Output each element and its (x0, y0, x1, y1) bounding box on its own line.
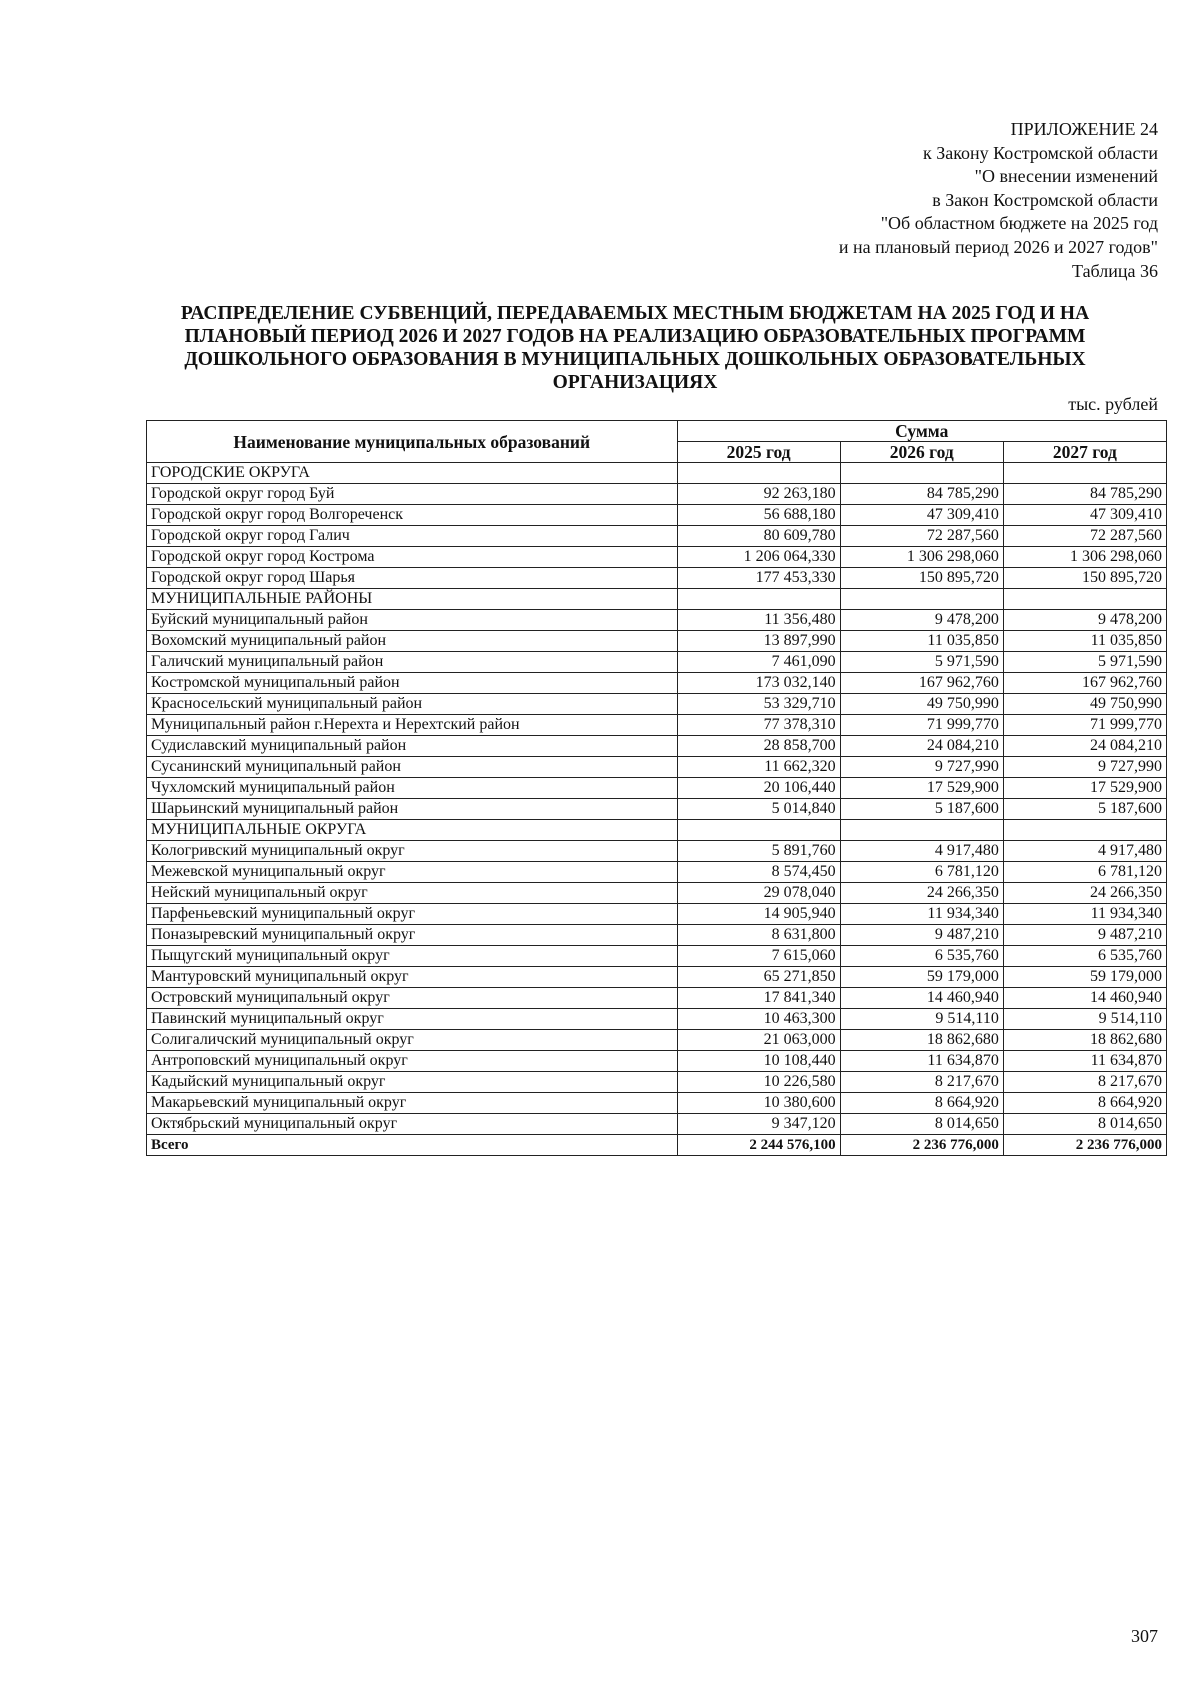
page-number: 307 (1131, 1626, 1158, 1646)
table-row (147, 799, 1167, 820)
table-row (147, 631, 1167, 652)
table-row (147, 904, 1167, 925)
amount-2025: 29 078,040 (677, 883, 840, 904)
amount-2025: 28 858,700 (677, 736, 840, 757)
amount-2025: 10 380,600 (677, 1093, 840, 1114)
amount-2026: 47 309,410 (840, 505, 1003, 526)
table-row (147, 736, 1167, 757)
section-row (147, 589, 1167, 610)
empty-cell (840, 463, 1003, 484)
table-row (147, 610, 1167, 631)
units-label: тыс. рублей (1068, 394, 1158, 414)
amount-2027: 11 934,340 (1003, 904, 1166, 925)
municipality-name: Октябрьский муниципальный округ (147, 1114, 678, 1135)
amount-2027: 2 236 776,000 (1003, 1135, 1166, 1156)
amount-2025: 53 329,710 (677, 694, 840, 715)
column-header-name: Наименование муниципальных образований (147, 421, 678, 463)
amount-2025: 10 463,300 (677, 1009, 840, 1030)
amount-2025: 7 615,060 (677, 946, 840, 967)
amount-2026: 24 266,350 (840, 883, 1003, 904)
table-row (147, 862, 1167, 883)
amount-2025: 80 609,780 (677, 526, 840, 547)
total-row (147, 1135, 1167, 1156)
amount-2026: 1 306 298,060 (840, 547, 1003, 568)
amount-2027: 47 309,410 (1003, 505, 1166, 526)
amount-2027: 9 727,990 (1003, 757, 1166, 778)
municipality-name: Пыщугский муниципальный округ (147, 946, 678, 967)
amount-2025: 9 347,120 (677, 1114, 840, 1135)
total-label: Всего (147, 1135, 678, 1156)
amount-2026: 49 750,990 (840, 694, 1003, 715)
amount-2025: 77 378,310 (677, 715, 840, 736)
municipality-name: Межевской муниципальный округ (147, 862, 678, 883)
section-row (147, 463, 1167, 484)
municipality-name: Галичский муниципальный район (147, 652, 678, 673)
amount-2025: 65 271,850 (677, 967, 840, 988)
amount-2026: 71 999,770 (840, 715, 1003, 736)
amount-2026: 18 862,680 (840, 1030, 1003, 1051)
amount-2026: 9 727,990 (840, 757, 1003, 778)
table-row (147, 757, 1167, 778)
amount-2026: 9 487,210 (840, 925, 1003, 946)
title-line: РАСПРЕДЕЛЕНИЕ СУБВЕНЦИЙ, ПЕРЕДАВАЕМЫХ МЕСТНЫМ БЮДЖЕТАМ НА 2025 ГОД И НА (180, 303, 1090, 324)
table-row (147, 652, 1167, 673)
municipality-name: Поназыревский муниципальный округ (147, 925, 678, 946)
amount-2025: 177 453,330 (677, 568, 840, 589)
amount-2027: 24 266,350 (1003, 883, 1166, 904)
empty-cell (840, 820, 1003, 841)
municipality-name: Городской округ город Шарья (147, 568, 678, 589)
municipality-name: Шарьинский муниципальный район (147, 799, 678, 820)
title-line: ОРГАНИЗАЦИЯХ (552, 372, 718, 393)
empty-cell (1003, 820, 1166, 841)
municipality-name: Сусанинский муниципальный район (147, 757, 678, 778)
municipality-name: Кадыйский муниципальный округ (147, 1072, 678, 1093)
amount-2027: 8 217,670 (1003, 1072, 1166, 1093)
table-row (147, 1051, 1167, 1072)
amount-2026: 9 514,110 (840, 1009, 1003, 1030)
table-row (147, 946, 1167, 967)
amount-2027: 49 750,990 (1003, 694, 1166, 715)
amount-2025: 17 841,340 (677, 988, 840, 1009)
amount-2025: 7 461,090 (677, 652, 840, 673)
amount-2027: 18 862,680 (1003, 1030, 1166, 1051)
municipality-name: Судиславский муниципальный район (147, 736, 678, 757)
amount-2025: 10 226,580 (677, 1072, 840, 1093)
amount-2027: 11 035,850 (1003, 631, 1166, 652)
table-row (147, 1072, 1167, 1093)
table-row (147, 673, 1167, 694)
section-row (147, 820, 1167, 841)
amount-2026: 17 529,900 (840, 778, 1003, 799)
empty-cell (1003, 463, 1166, 484)
municipality-name: Мантуровский муниципальный округ (147, 967, 678, 988)
municipality-name: Кологривский муниципальный округ (147, 841, 678, 862)
table-row (147, 1030, 1167, 1051)
appendix-line: к Закону Костромской области (922, 142, 1158, 163)
title-line: ДОШКОЛЬНОГО ОБРАЗОВАНИЯ В МУНИЦИПАЛЬНЫХ ДОШКОЛЬНЫХ ОБРАЗОВАТЕЛЬНЫХ (184, 349, 1086, 370)
document-title (150, 302, 1120, 394)
table-row (147, 1114, 1167, 1135)
section-label: МУНИЦИПАЛЬНЫЕ РАЙОНЫ (147, 589, 678, 610)
municipality-name: Антроповский муниципальный округ (147, 1051, 678, 1072)
column-header-2025: 2025 год (677, 442, 840, 463)
table-row (147, 568, 1167, 589)
amount-2027: 59 179,000 (1003, 967, 1166, 988)
empty-cell (677, 820, 840, 841)
amount-2025: 56 688,180 (677, 505, 840, 526)
table-number: Таблица 36 (1072, 260, 1158, 281)
amount-2025: 10 108,440 (677, 1051, 840, 1072)
appendix-line: "О внесении изменений (974, 166, 1158, 187)
empty-cell (677, 463, 840, 484)
appendix-header (839, 118, 1158, 283)
table-row (147, 526, 1167, 547)
amount-2027: 5 971,590 (1003, 652, 1166, 673)
subvention-table (146, 420, 1167, 1156)
municipality-name: Макарьевский муниципальный округ (147, 1093, 678, 1114)
municipality-name: Городской округ город Буй (147, 484, 678, 505)
amount-2026: 5 187,600 (840, 799, 1003, 820)
municipality-name: Островский муниципальный округ (147, 988, 678, 1009)
appendix-line: и на плановый период 2026 и 2027 годов" (838, 236, 1158, 257)
amount-2026: 8 217,670 (840, 1072, 1003, 1093)
amount-2026: 24 084,210 (840, 736, 1003, 757)
municipality-name: Парфеньевский муниципальный округ (147, 904, 678, 925)
table-row (147, 925, 1167, 946)
table-row (147, 967, 1167, 988)
amount-2025: 5 891,760 (677, 841, 840, 862)
municipality-name: Вохомский муниципальный район (147, 631, 678, 652)
amount-2027: 8 014,650 (1003, 1114, 1166, 1135)
amount-2027: 5 187,600 (1003, 799, 1166, 820)
municipality-name: Солигаличский муниципальный округ (147, 1030, 678, 1051)
amount-2027: 72 287,560 (1003, 526, 1166, 547)
amount-2026: 6 781,120 (840, 862, 1003, 883)
amount-2025: 14 905,940 (677, 904, 840, 925)
section-label: ГОРОДСКИЕ ОКРУГА (147, 463, 678, 484)
appendix-line: ПРИЛОЖЕНИЕ 24 (1010, 119, 1158, 139)
appendix-line: в Закон Костромской области (932, 189, 1158, 210)
empty-cell (1003, 589, 1166, 610)
amount-2026: 150 895,720 (840, 568, 1003, 589)
amount-2026: 11 934,340 (840, 904, 1003, 925)
amount-2025: 8 574,450 (677, 862, 840, 883)
column-header-2026: 2026 год (840, 442, 1003, 463)
amount-2026: 6 535,760 (840, 946, 1003, 967)
amount-2027: 6 535,760 (1003, 946, 1166, 967)
table-row (147, 1009, 1167, 1030)
municipality-name: Павинский муниципальный округ (147, 1009, 678, 1030)
amount-2027: 4 917,480 (1003, 841, 1166, 862)
amount-2025: 20 106,440 (677, 778, 840, 799)
amount-2027: 9 487,210 (1003, 925, 1166, 946)
amount-2025: 173 032,140 (677, 673, 840, 694)
amount-2026: 59 179,000 (840, 967, 1003, 988)
amount-2026: 5 971,590 (840, 652, 1003, 673)
amount-2027: 24 084,210 (1003, 736, 1166, 757)
municipality-name: Городской округ город Волгореченск (147, 505, 678, 526)
amount-2027: 14 460,940 (1003, 988, 1166, 1009)
amount-2026: 84 785,290 (840, 484, 1003, 505)
table-row (147, 547, 1167, 568)
section-label: МУНИЦИПАЛЬНЫЕ ОКРУГА (147, 820, 678, 841)
column-header-2027: 2027 год (1003, 442, 1166, 463)
empty-cell (677, 589, 840, 610)
amount-2027: 17 529,900 (1003, 778, 1166, 799)
table-body (147, 463, 1167, 1156)
amount-2026: 167 962,760 (840, 673, 1003, 694)
amount-2025: 11 662,320 (677, 757, 840, 778)
appendix-line: "Об областном бюджете на 2025 год (880, 213, 1158, 234)
table-row (147, 841, 1167, 862)
column-header-sum: Сумма (677, 421, 1166, 442)
amount-2027: 11 634,870 (1003, 1051, 1166, 1072)
amount-2025: 2 244 576,100 (677, 1135, 840, 1156)
amount-2025: 13 897,990 (677, 631, 840, 652)
municipality-name: Буйский муниципальный район (147, 610, 678, 631)
amount-2025: 1 206 064,330 (677, 547, 840, 568)
table-row (147, 778, 1167, 799)
amount-2027: 84 785,290 (1003, 484, 1166, 505)
table-row (147, 694, 1167, 715)
municipality-name: Городской округ город Кострома (147, 547, 678, 568)
amount-2026: 4 917,480 (840, 841, 1003, 862)
amount-2025: 5 014,840 (677, 799, 840, 820)
amount-2027: 6 781,120 (1003, 862, 1166, 883)
municipality-name: Муниципальный район г.Нерехта и Нерехтский район (147, 715, 678, 736)
amount-2026: 11 035,850 (840, 631, 1003, 652)
table-row (147, 1093, 1167, 1114)
amount-2026: 9 478,200 (840, 610, 1003, 631)
municipality-name: Красносельский муниципальный район (147, 694, 678, 715)
amount-2027: 9 514,110 (1003, 1009, 1166, 1030)
amount-2026: 2 236 776,000 (840, 1135, 1003, 1156)
municipality-name: Нейский муниципальный округ (147, 883, 678, 904)
amount-2025: 21 063,000 (677, 1030, 840, 1051)
amount-2027: 71 999,770 (1003, 715, 1166, 736)
table-row (147, 484, 1167, 505)
municipality-name: Чухломский муниципальный район (147, 778, 678, 799)
amount-2025: 11 356,480 (677, 610, 840, 631)
amount-2026: 11 634,870 (840, 1051, 1003, 1072)
amount-2026: 72 287,560 (840, 526, 1003, 547)
table-row (147, 883, 1167, 904)
amount-2027: 1 306 298,060 (1003, 547, 1166, 568)
amount-2027: 9 478,200 (1003, 610, 1166, 631)
table-row (147, 505, 1167, 526)
title-line: ПЛАНОВЫЙ ПЕРИОД 2026 И 2027 ГОДОВ НА РЕАЛИЗАЦИЮ ОБРАЗОВАТЕЛЬНЫХ ПРОГРАММ (184, 326, 1086, 347)
amount-2026: 8 014,650 (840, 1114, 1003, 1135)
amount-2027: 150 895,720 (1003, 568, 1166, 589)
municipality-name: Городской округ город Галич (147, 526, 678, 547)
table-row (147, 988, 1167, 1009)
table-row (147, 715, 1167, 736)
amount-2026: 8 664,920 (840, 1093, 1003, 1114)
amount-2025: 8 631,800 (677, 925, 840, 946)
empty-cell (840, 589, 1003, 610)
amount-2027: 167 962,760 (1003, 673, 1166, 694)
amount-2027: 8 664,920 (1003, 1093, 1166, 1114)
amount-2026: 14 460,940 (840, 988, 1003, 1009)
municipality-name: Костромской муниципальный район (147, 673, 678, 694)
amount-2025: 92 263,180 (677, 484, 840, 505)
